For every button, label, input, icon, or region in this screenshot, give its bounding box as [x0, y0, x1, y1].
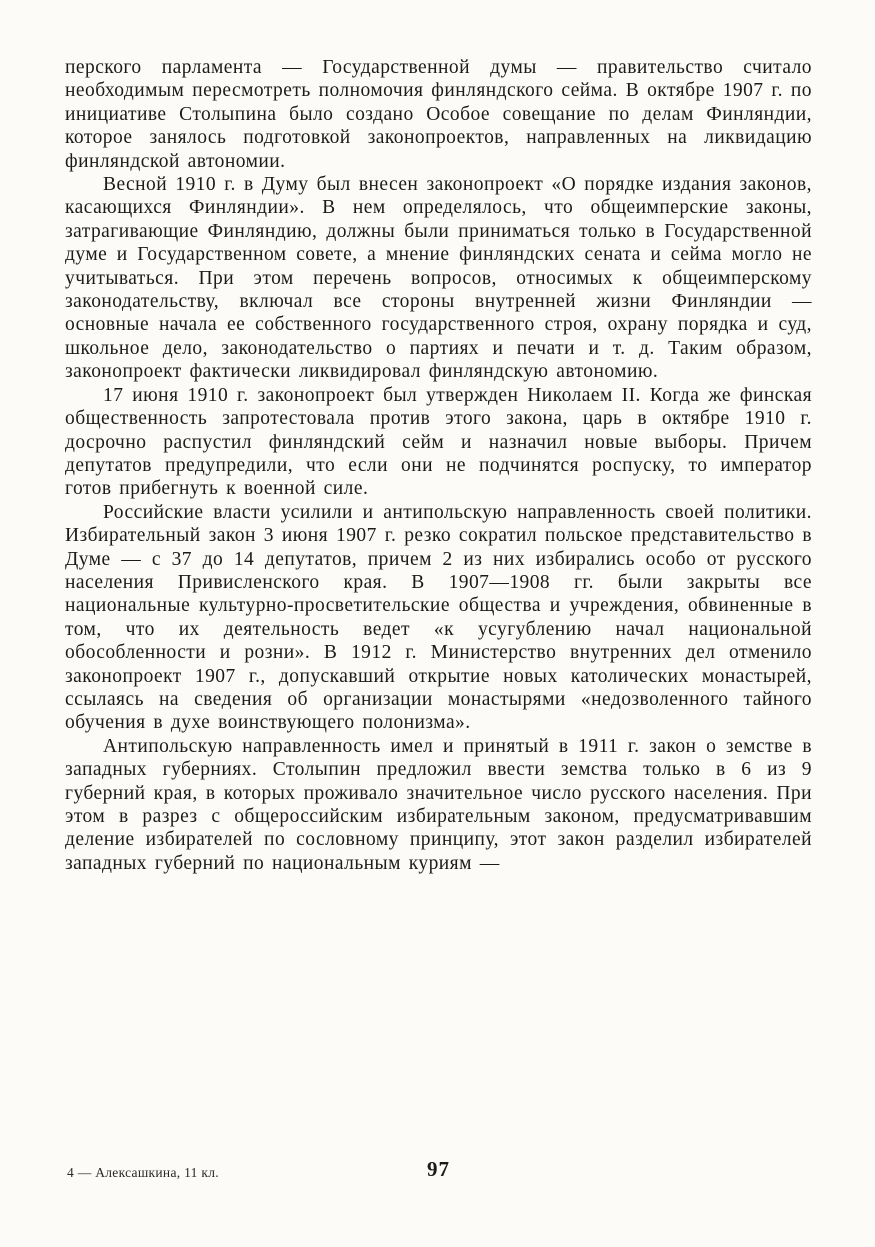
- page-number: 97: [427, 1157, 450, 1181]
- paragraph: Антипольскую направленность имел и принятый в 1911 г. закон о земстве в западных губерниях. Столыпин предложил ввести земства только в 6 из 9 губерний края, в которых проживало значительное число русского населения. При этом в разрез с общероссийским избирательным законом, предусматривавшим деление избирателей по сословному принципу, этот закон разделил избирателей западных губерний по национальным куриям —: [65, 735, 812, 874]
- paragraph: Российские власти усилили и антипольскую направленность своей политики. Избирательный закон 3 июня 1907 г. резко сократил польское представительство в Думе — с 37 до 14 депутатов, причем 2 из них избирались особо от русского населения Привисленского края. В 1907—1908 гг. были закрыты все национальные культурно-просветительские общества и учреждения, обвиненные в том, что их деятельность ведет «к усугублению начал национальной обособленности и розни». В 1912 г. Министерство внутренних дел отменило законопроект 1907 г., допускавший открытие новых католических монастырей, ссылаясь на сведения об организации монастырями «недозволенного тайного обучения в духе воинствующего полонизма».: [65, 501, 812, 734]
- page-footer: [65, 1151, 812, 1247]
- paragraph: перского парламента — Государственной думы — правительство считало необходимым пересмотреть полномочия финляндского сейма. В октябре 1907 г. по инициативе Столыпина было создано Особое совещание по делам Финляндии, которое занялось подготовкой законопроектов, направленных на ликвидацию финляндской автономии.: [65, 57, 812, 172]
- paragraph: Весной 1910 г. в Думу был внесен законопроект «О порядке издания законов, касающихся Финляндии». В нем определялось, что общеимперские законы, затрагивающие Финляндию, должны были приниматься только в Государственной думе и Государственном совете, а мнение финляндских сената и сейма могло не учитываться. При этом перечень вопросов, относимых к общеимперскому законодательству, включал все стороны внутренней жизни Финляндии — основные начала ее собственного государственного строя, охрану порядка и суд, школьное дело, законодательство о партиях и печати и т. д. Таким образом, законопроект фактически ликвидировал финляндскую автономию.: [65, 174, 812, 383]
- footer-note: 4 — Алексашкина, 11 кл.: [67, 1165, 219, 1180]
- text-block: [65, 56, 812, 1145]
- paragraph: 17 июня 1910 г. законопроект был утвержден Николаем II. Когда же финская общественность запротестовала против этого закона, царь в октябре 1910 г. досрочно распустил финляндский сейм и назначил новые выборы. Причем депутатов предупредили, что если они не подчинятся роспуску, то император готов прибегнуть к военной силе.: [65, 384, 812, 500]
